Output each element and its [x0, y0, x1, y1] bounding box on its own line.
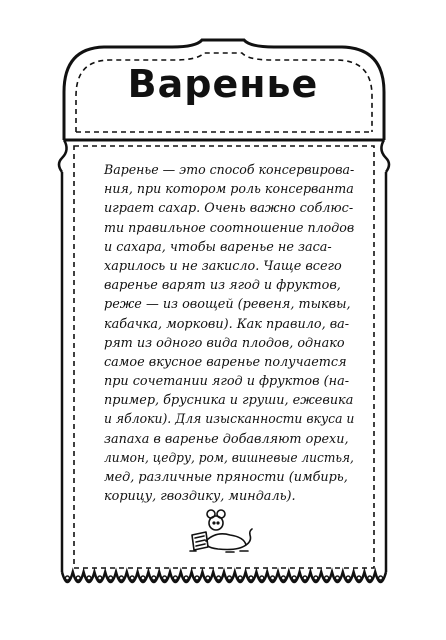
page-title: Варенье: [127, 62, 319, 106]
right-flourish: [381, 140, 389, 172]
body-line: мед, различные пряности (имбирь,: [104, 470, 348, 485]
body-line: лимон, цедру, ром, вишневые листья,: [104, 450, 354, 466]
body-line: корицу, гвоздику, миндаль).: [104, 489, 296, 505]
article-body: [104, 161, 354, 506]
body-line: харилось и не закисло. Чаще всего: [104, 258, 342, 274]
left-flourish: [59, 140, 67, 172]
body-line: и яблоки). Для изысканности вкуса и: [104, 412, 355, 428]
body-line: играет сахар. Очень важно соблюс-: [104, 201, 354, 217]
body-line: и сахара, чтобы варенье не заса-: [104, 239, 332, 255]
body-line: самое вкусное варенье получается: [104, 354, 347, 370]
body-line: реже — из овощей (ревеня, тыквы,: [104, 297, 351, 313]
body-line: при сочетании ягод и фруктов (на-: [104, 374, 350, 390]
body-line: кабачка, моркови). Как правило, ва-: [104, 316, 350, 332]
body-line: ния, при котором роль консерванта: [104, 182, 354, 198]
body-line: рят из одного вида плодов, однако: [104, 335, 345, 351]
body-line: Варенье — это способ консервирова-: [104, 163, 355, 178]
body-line: варенье варят из ягод и фруктов,: [104, 278, 341, 294]
body-line: запаха в варенье добавляют орехи,: [104, 431, 349, 447]
body-line: ти правильное соотношение плодов: [104, 220, 355, 236]
mouse-with-book-icon: [186, 505, 256, 553]
body-line: пример, брусника и груши, ежевика: [104, 393, 354, 409]
